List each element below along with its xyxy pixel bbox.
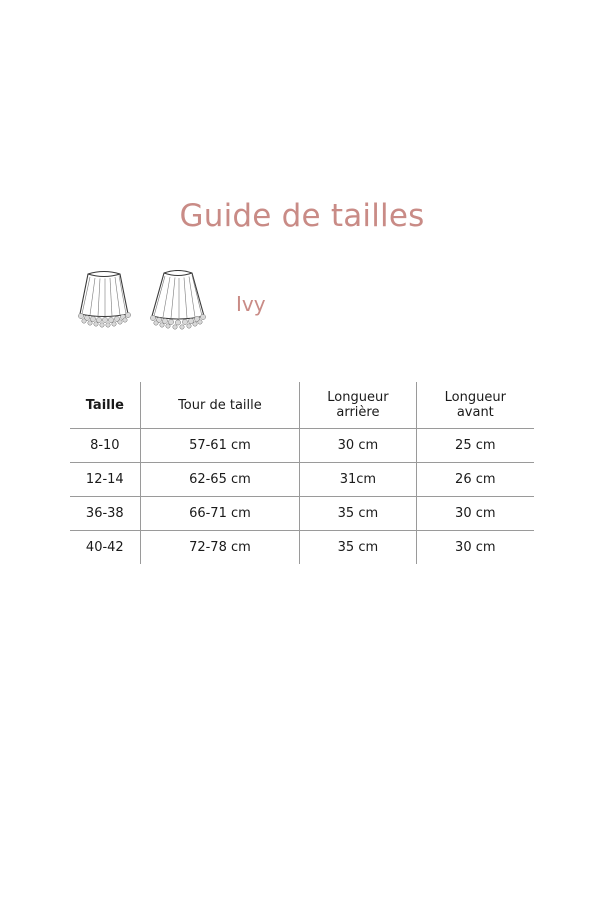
- table-row: [70, 497, 534, 531]
- cell-waist: 66-71 cm: [140, 497, 300, 531]
- skirt-illustration-short: [70, 270, 138, 332]
- cell-front-length: 30 cm: [455, 540, 496, 555]
- header-size: Taille: [70, 382, 140, 429]
- header-front-length: [416, 382, 534, 429]
- cell-waist: 57-61 cm: [140, 429, 300, 463]
- table-header-row: [70, 382, 534, 429]
- page-title: Guide de tailles: [179, 198, 425, 234]
- cell-front-length: 25 cm: [416, 429, 534, 463]
- cell-waist: 62-65 cm: [140, 463, 300, 497]
- cell-size: 8-10: [70, 429, 140, 463]
- header-front-length-line2: avant: [456, 405, 494, 420]
- header-back-length: [300, 382, 416, 429]
- header-back-length-line2: arrière: [336, 405, 380, 420]
- header-back-length-line1: Longueur: [327, 390, 389, 405]
- cell-waist: 72-78 cm: [140, 531, 300, 565]
- skirt-illustration-long: [144, 270, 212, 332]
- model-name: Ivy: [236, 292, 266, 316]
- size-table: [70, 382, 534, 564]
- table-row: [70, 463, 534, 497]
- cell-back-length: 31cm: [300, 463, 416, 497]
- cell-back-length: 35 cm: [300, 531, 416, 565]
- illustration-row: [70, 270, 470, 340]
- table-row: [70, 429, 534, 463]
- cell-size: 12-14: [70, 463, 140, 497]
- cell-size: 36-38: [70, 497, 140, 531]
- cell-front-length: 26 cm: [416, 463, 534, 497]
- header-front-length-line1: Longueur: [444, 390, 506, 405]
- cell-back-length: 35 cm: [300, 497, 416, 531]
- cell-front-length: 30 cm: [416, 497, 534, 531]
- table-row: [70, 531, 534, 565]
- cell-back-length: 30 cm: [300, 429, 416, 463]
- header-waist: Tour de taille: [140, 382, 300, 429]
- cell-size: 40-42: [70, 531, 140, 565]
